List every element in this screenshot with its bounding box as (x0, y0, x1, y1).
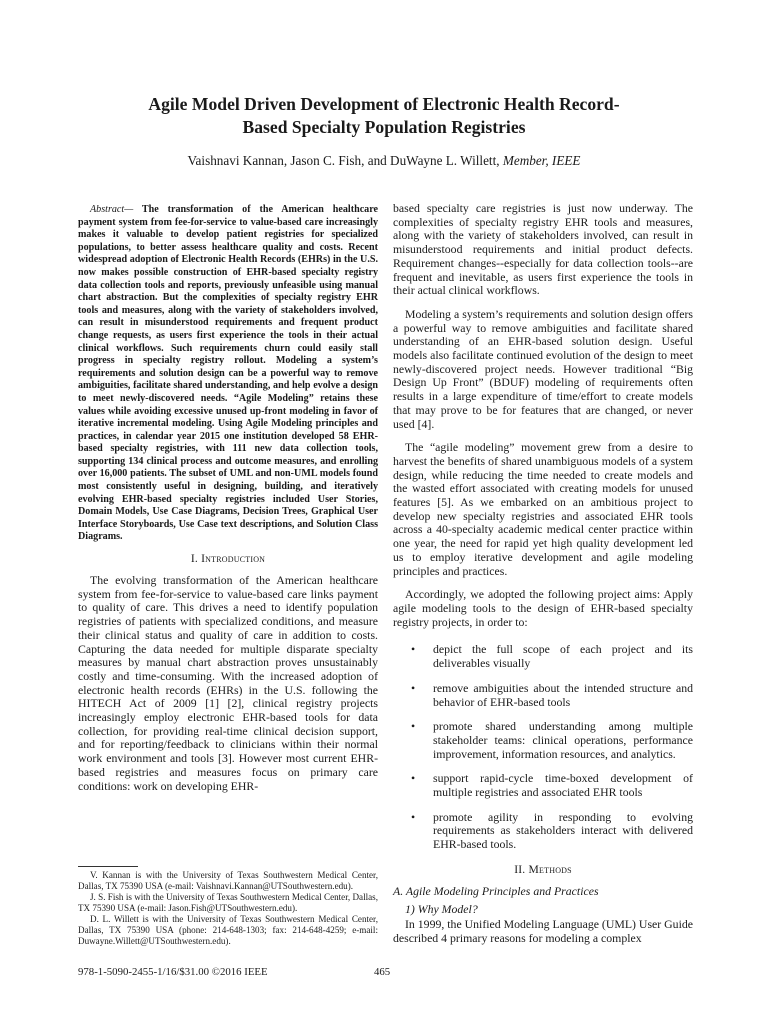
body-paragraph: Accordingly, we adopted the following project aims: Apply agile modeling tools to the design of EHR-based specialty registry projects, in order to: (393, 587, 693, 629)
section-title: Introduction (201, 552, 266, 566)
bullet-icon: • (411, 719, 416, 734)
title-line-1: Agile Model Driven Development of Electronic Health Record- (148, 94, 620, 114)
left-column (78, 204, 378, 803)
section-heading-introduction (78, 552, 378, 566)
bullet-icon: • (411, 771, 416, 786)
subsection-heading: A. Agile Modeling Principles and Practices (393, 883, 599, 898)
list-item: • promote agility in responding to evolving requirements as stakeholders interact with delivered EHR-based tools. (411, 809, 693, 852)
footnote: D. L. Willett is with the University of Texas Southwestern Medical Center, Dallas, TX 75390 USA (phone: 214-648-1303; fax: 214-648-4259; e-mail: Duwayne.Willett@UTSouthwestern.edu). (78, 914, 378, 946)
section-heading-methods (393, 863, 693, 877)
aims-list (393, 643, 693, 851)
author-names: Vaishnavi Kannan, Jason C. Fish, and DuWayne L. Willett, (187, 153, 500, 168)
copyright-line: 978-1-5090-2455-1/16/$31.00 ©2016 IEEE (78, 966, 268, 978)
author-footnotes (78, 870, 378, 947)
right-column (393, 202, 693, 956)
abstract-label: Abstract— (90, 204, 134, 215)
section-title: Methods (528, 862, 572, 876)
author-list (60, 153, 708, 169)
bullet-icon: • (411, 642, 416, 657)
section-numeral: II. (514, 862, 526, 876)
list-item: • promote shared understanding among multiple stakeholder teams: clinical operations, performance improvement, information resources, and analytics. (411, 719, 693, 761)
footnote-divider (78, 866, 138, 867)
footnote: J. S. Fish is with the University of Texas Southwestern Medical Center, Dallas, TX 75390 USA (e-mail: Jason.Fish@UTSouthwestern.edu). (78, 892, 378, 913)
body-paragraph: In 1999, the Unified Modeling Language (UML) User Guide described 4 primary reasons for modeling a complex (393, 917, 693, 945)
list-item: • depict the full scope of each project and its deliverables visually (411, 642, 693, 671)
footnote: V. Kannan is with the University of Texas Southwestern Medical Center, Dallas, TX 75390 USA (e-mail: Vaishnavi.Kannan@UTSouthwestern.edu). (78, 870, 378, 891)
abstract (78, 204, 378, 544)
bullet-icon: • (411, 809, 416, 824)
title-line-2: Based Specialty Population Registries (242, 117, 526, 137)
body-paragraph: The “agile modeling” movement grew from a desire to harvest the benefits of shared unambiguous models of a system design, while reducing the time needed to create models and the wasted effort associated with creating models for unused features [5]. As we embarked on an ambitious project to develop new specialty registries and associated EHR tools across a 40-specialty academic medical center practice within one year, the need for rapid yet high quality development led us to employ iterative development and agile modeling principles and practices. (393, 440, 693, 578)
body-paragraph: based specialty care registries is just now underway. The complexities of specialty registry EHR tools and measures, along with the variety of stakeholders involved, can result in misunderstood requirements and initial product defects. Requirement changes--especially for data collection tools--are frequent and inevitable, as users first experience the tools in their actual clinical workflows. (393, 201, 693, 298)
intro-paragraph: The evolving transformation of the American healthcare system from fee-for-service to value-based care links payment to quality of care. This drives a need to identify population registries of patients with specialized conditions, and measure their clinical status and quality of care in addition to costs. Capturing the data needed for multiple disparate specialty measures by manual chart abstraction proves unsustainably costly and time-consuming. With the increased adoption of electronic health records (EHRs) in the U.S. following the HITECH Act of 2009 [1] [2], clinical registry projects increasingly employ electronic EHR-based tools for data collection, for providing real-time clinical decision support, and for reporting/feedback to clinicians within their normal work environment and tools [3]. However most current EHR-based registries and measures focus on primary care conditions: work on developing EHR- (78, 573, 378, 793)
body-paragraph: Modeling a system’s requirements and solution design offers a powerful way to remove ambiguities and facilitate shared understanding of an EHR-based solution design. Useful models also facilitate continued evolution of the design to meet newly-discovered project needs. However traditional “Big Design Up Front” (BDUF) modeling of requirements often results in a large expenditure of time/effort to create models that may prove to be for features that are changed, or never used [4]. (393, 306, 693, 431)
subsubsection-heading: 1) Why Model? (405, 901, 478, 916)
abstract-text: The transformation of the American healthcare payment system from fee-for-service to value-based care increasingly makes it valuable to develop patient registries for specialized populations, to better assess healthcare quality and costs. Recent widespread adoption of Electronic Health Records (EHRs) in the U.S. now makes possible construction of EHR-based specialty registry data collection tools and reports, previously unfeasible using manual chart abstraction. But the complexities of specialty registry EHR tools and measures, along with the variety of stakeholders involved, can result in misunderstood requirements and frequent product change requests, as users first experience the tools in their actual clinical workflows. Such requirements churn could easily stall progress in specialty registry rollout. Modeling a system’s requirements and solution design can be a powerful way to remove ambiguities, facilitate shared understanding, and help evolve a design to meet newly-discovered needs. “Agile Modeling” retains these values while avoiding excessive unused up-front modeling in favor of iterative incremental modeling. Using Agile Modeling principles and practices, in calendar year 2015 one institution developed 58 EHR-based specialty registries, with 111 new data collection tools, supporting 134 clinical process and outcome measures, and enrolling over 16,000 patients. The subset of UML and non-UML models found most consistently useful in designing, building, and iteratively evolving EHR-based specialty registries included User Stories, Domain Models, Use Case Diagrams, Decision Trees, Graphical User Interface Storyboards, Use Case text descriptions, and Solution Class Diagrams. (78, 204, 378, 543)
page-number: 465 (374, 966, 391, 978)
paper-title (60, 93, 708, 139)
section-numeral: I. (190, 552, 198, 566)
list-item: • remove ambiguities about the intended structure and behavior of EHR-based tools (411, 680, 693, 709)
bullet-icon: • (411, 680, 416, 695)
list-item: • support rapid-cycle time-boxed development of multiple registries and associated EHR tools (411, 771, 693, 800)
author-role: Member, IEEE (502, 153, 581, 168)
